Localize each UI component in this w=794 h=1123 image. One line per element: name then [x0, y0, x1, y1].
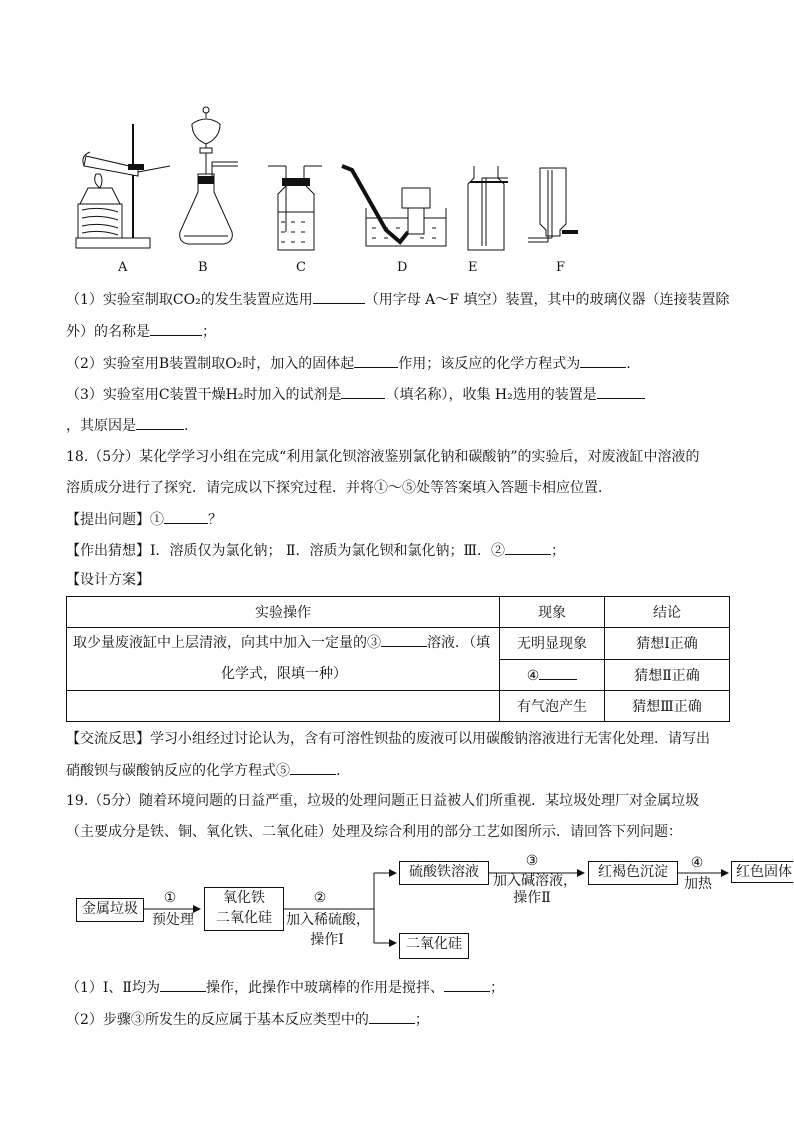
q18-reflect-end: .: [336, 763, 341, 779]
q17-p3-text-d: .: [184, 418, 189, 434]
conclusion-cell: 猜想Ⅱ正确: [605, 659, 730, 691]
label-b: B: [198, 260, 208, 275]
flow-red-brown-precipitate: 红褐色沉淀: [588, 861, 678, 885]
flow-step4-num: ④: [690, 855, 704, 871]
q17-p1-text-a: （1）实验室制取CO₂的发生装置应选用: [66, 292, 313, 308]
q18-design-heading: 【设计方案】: [66, 572, 150, 588]
q19-p2-text-b: ；: [414, 1012, 429, 1028]
q18-intro-2: 溶质成分进行了探究．请完成以下探究过程．并将①～⑤处等答案填入答题卡相应位置．: [66, 480, 612, 496]
label-c: C: [296, 260, 306, 275]
operation-text-c: 化学式，限填一种）: [221, 666, 347, 682]
flow-step1-num: ①: [163, 890, 177, 906]
flow-step2-num: ②: [313, 890, 327, 906]
flow-step2-line1: 加入稀硫酸，: [286, 912, 370, 928]
q18-intro-1: 18.（5分）某化学学习小组在完成“利用氯化钡溶液鉴别氯化钠和碳酸钠”的实验后，对废液缸中溶液的: [66, 449, 700, 465]
answer-blank[interactable]: [160, 977, 206, 992]
conclusion-cell: 猜想Ⅲ正确: [605, 691, 730, 722]
q17-p2-text-c: .: [626, 356, 631, 372]
conclusion-cell: 猜想Ⅰ正确: [605, 628, 730, 660]
label-e: E: [468, 260, 478, 275]
q17-p2-text-b: 作用；该反应的化学方程式为: [398, 356, 581, 372]
flow-metal-waste: 金属垃圾: [76, 898, 144, 922]
q18-reflect-1: 【交流反思】学习小组经过讨论认为，含有可溶性钡盐的废液可以用碳酸钠溶液进行无害化处理．请写出: [66, 731, 710, 747]
q17-p1-text-b: （用字母 A～F 填空）装置，其中的玻璃仪器（连接装置除: [364, 292, 730, 308]
answer-blank[interactable]: [444, 977, 490, 992]
q18-reflect-text: 硝酸钡与碳酸钠反应的化学方程式⑤: [66, 763, 290, 779]
flow-step1-text: 预处理: [152, 912, 194, 928]
flow-step3-num: ③: [525, 853, 539, 869]
flow-red-solid: 红色固体: [731, 861, 793, 883]
flow-mixture-line1: 氧化铁: [223, 890, 265, 906]
q18-hypo-text: 【作出猜想】Ⅰ．溶质仅为氯化钠； Ⅱ．溶质为氯化钡和氯化钠；Ⅲ．②: [66, 543, 505, 559]
header-phenomenon: 现象: [500, 597, 605, 628]
q18-question-text: 【提出问题】①: [66, 512, 164, 528]
flow-step2-line2: 操作Ⅰ: [310, 932, 344, 948]
q19-part2: [66, 1009, 429, 1030]
q17-p1-text-c: 外）的名称是: [66, 324, 150, 340]
flow-ferric-sulfate: 硫酸铁溶液: [399, 861, 489, 885]
q17-p2-text-a: （2）实验室用B装置制取O₂时，加入的固体起: [66, 356, 355, 372]
q19-p1-text-b: 操作，此操作中玻璃棒的作用是搅拌、: [205, 980, 444, 996]
header-operation: 实验操作: [67, 597, 500, 628]
phenomenon-number: ④: [526, 668, 540, 685]
q17-p3-text-b: （填名称），收集 H₂选用的装置是: [385, 387, 597, 403]
q19-p2-text-a: （2）步骤③所发生的反应属于基本反应类型中的: [66, 1012, 369, 1028]
flow-silica: 二氧化硅: [399, 933, 469, 959]
label-f: F: [556, 260, 566, 275]
q19-p1-text-c: ；: [489, 980, 504, 996]
answer-blank[interactable]: [369, 1009, 415, 1024]
q18-hypo-end: ；: [551, 543, 565, 559]
phenomenon-cell: 有气泡产生: [500, 691, 605, 722]
q18-question-end: ？: [208, 512, 222, 528]
q17-p3-text-c: ，其原因是: [66, 418, 136, 434]
operation-text-a: 取少量废液缸中上层清液，向其中加入一定量的③: [73, 635, 381, 651]
q19-intro-1: 19.（5分）随着环境问题的日益严重，垃圾的处理问题正日益被人们所重视．某垃圾处理厂对金属垃圾: [66, 793, 700, 809]
label-d: D: [397, 260, 408, 275]
header-conclusion: 结论: [605, 597, 730, 628]
label-a: A: [118, 260, 128, 275]
flow-step4-text: 加热: [684, 876, 712, 892]
q17-p3-text-a: （3）实验室用C装置干燥H₂时加入的试剂是: [66, 387, 342, 403]
operation-text-b: 溶液．（填: [427, 635, 490, 651]
flow-step3-line2: 操作Ⅱ: [513, 890, 551, 906]
q19-part1: [66, 977, 504, 998]
phenomenon-cell: 无明显现象: [500, 628, 605, 660]
q19-p1-text-a: （1）Ⅰ、Ⅱ均为: [66, 980, 160, 996]
flow-step3-line1: 加入碱溶液，: [493, 873, 577, 889]
q17-p1-text-d: ；: [202, 324, 216, 340]
flow-mixture: [204, 887, 284, 931]
flow-mixture-line2: 二氧化硅: [216, 910, 272, 926]
q19-intro-2: （主要成分是铁、铜、氧化铁、二氧化硅）处理及综合利用的部分工艺如图所示．请回答下列问题：: [66, 824, 682, 840]
